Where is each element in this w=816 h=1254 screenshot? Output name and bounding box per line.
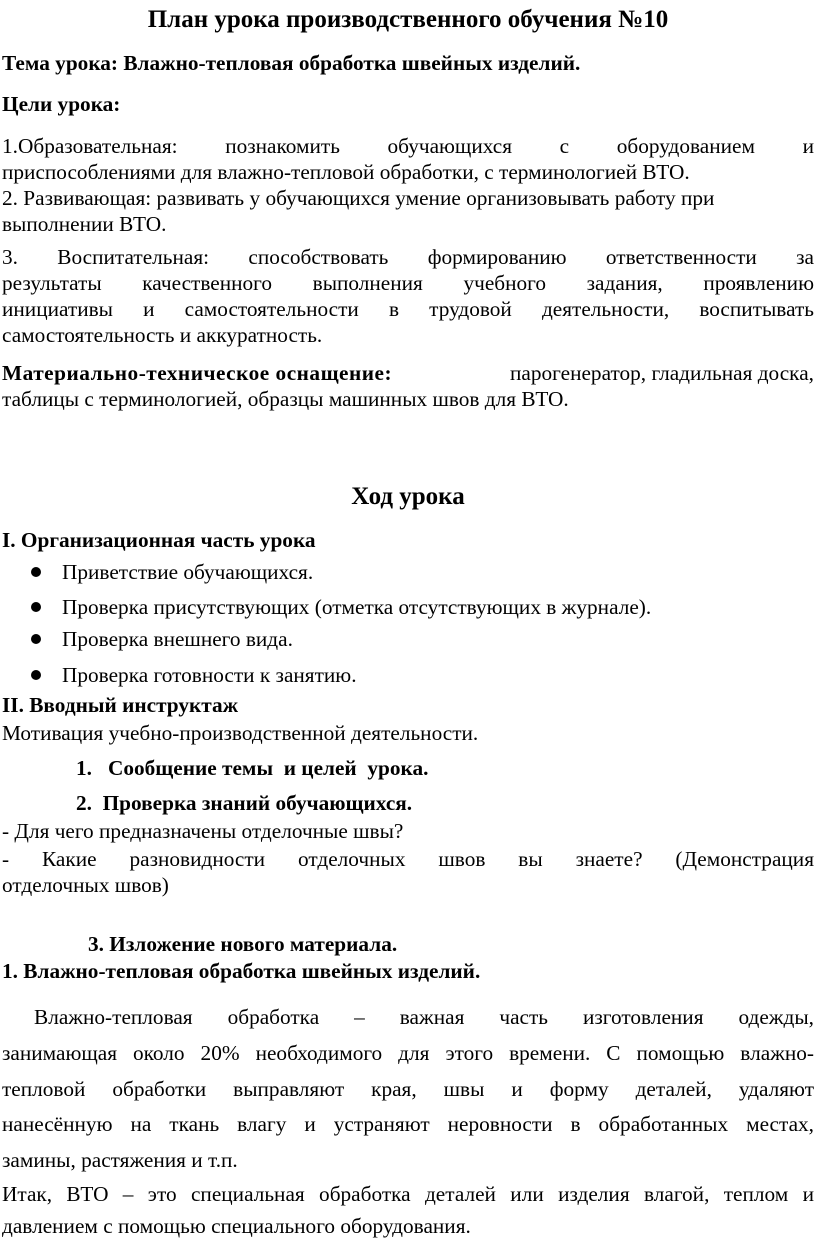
goal-3-line-1: 3. Воспитательная: способствовать формированию ответственности за (2, 245, 814, 269)
bullet-item-4: Проверка готовности к занятию. (62, 663, 357, 687)
bullet-icon (31, 670, 41, 680)
equipment-line-1 (2, 360, 814, 386)
paragraph-1-line-1: Влажно-тепловая обработка – важная часть изготовления одежды, (34, 1005, 814, 1029)
goals-heading: Цели урока: (2, 92, 121, 116)
numbered-item-3: 3. Изложение нового материала. (88, 932, 398, 956)
topic-label: Тема урока: (2, 51, 119, 75)
motivation-text: Мотивация учебно-производственной деятельности. (2, 721, 479, 745)
course-heading: Ход урока (351, 483, 465, 510)
goal-3-line-3: инициативы и самостоятельности в трудовой деятельности, воспитывать (2, 297, 814, 321)
goal-2-line-1: 2. Развивающая: развивать у обучающихся умение организовывать работу при (2, 186, 715, 210)
page-title: План урока производственного обучения №10 (147, 6, 669, 33)
lesson-topic (2, 50, 816, 76)
subsection-1-heading: 1. Влажно-тепловая обработка швейных изделий. (2, 959, 481, 983)
goal-1-line-1: 1.Образовательная: познакомить обучающихся с оборудованием и (2, 134, 814, 158)
goal-3-line-2: результаты качественного выполнения учебного задания, проявлению (2, 271, 814, 295)
bullet-icon (31, 602, 41, 612)
paragraph-1-line-3: тепловой обработки выправляют края, швы и форму деталей, удаляют (2, 1077, 814, 1101)
equipment-text-1: парогенератор, гладильная доска, (510, 361, 814, 385)
paragraph-1-line-5: замины, растяжения и т.п. (2, 1148, 238, 1172)
paragraph-1-line-2: занимающая около 20% необходимого для этого времени. С помощью влажно- (2, 1041, 814, 1065)
question-2-line-2: отделочных швов) (2, 873, 169, 897)
question-2-line-1: - Какие разновидности отделочных швов вы знаете? (Демонстрация (2, 847, 814, 871)
section-1-heading: I. Организационная часть урока (2, 528, 316, 552)
paragraph-1-line-4: нанесённую на ткань влагу и устраняют неровности в обработанных местах, (2, 1112, 814, 1136)
section-2-heading: II. Вводный инструктаж (2, 693, 239, 717)
numbered-item-1: 1. Сообщение темы и целей урока. (76, 756, 429, 780)
goal-3-line-4: самостоятельность и аккуратность. (2, 323, 323, 347)
bullet-item-2: Проверка присутствующих (отметка отсутствующих в журнале). (62, 595, 652, 619)
question-1: - Для чего предназначены отделочные швы? (2, 819, 404, 843)
equipment-label: Материально-техническое оснащение: (2, 361, 393, 385)
bullet-item-3: Проверка внешнего вида. (62, 627, 293, 651)
bullet-icon (31, 634, 41, 644)
bullet-icon (31, 567, 41, 577)
goal-2-line-2: выполнении ВТО. (2, 212, 167, 236)
numbered-item-2: 2. Проверка знаний обучающихся. (76, 791, 413, 815)
paragraph-2-line-1: Итак, ВТО – это специальная обработка деталей или изделия влагой, теплом и (2, 1182, 814, 1206)
equipment-line-2: таблицы с терминологией, образцы машинных швов для ВТО. (2, 387, 569, 411)
topic-text: Влажно-тепловая обработка швейных изделий. (123, 51, 581, 75)
goal-1-line-2: приспособлениями для влажно-тепловой обработки, с терминологией ВТО. (2, 160, 690, 184)
bullet-item-1: Приветствие обучающихся. (62, 560, 314, 584)
paragraph-2-line-2: давлением с помощью специального оборудования. (2, 1214, 471, 1238)
